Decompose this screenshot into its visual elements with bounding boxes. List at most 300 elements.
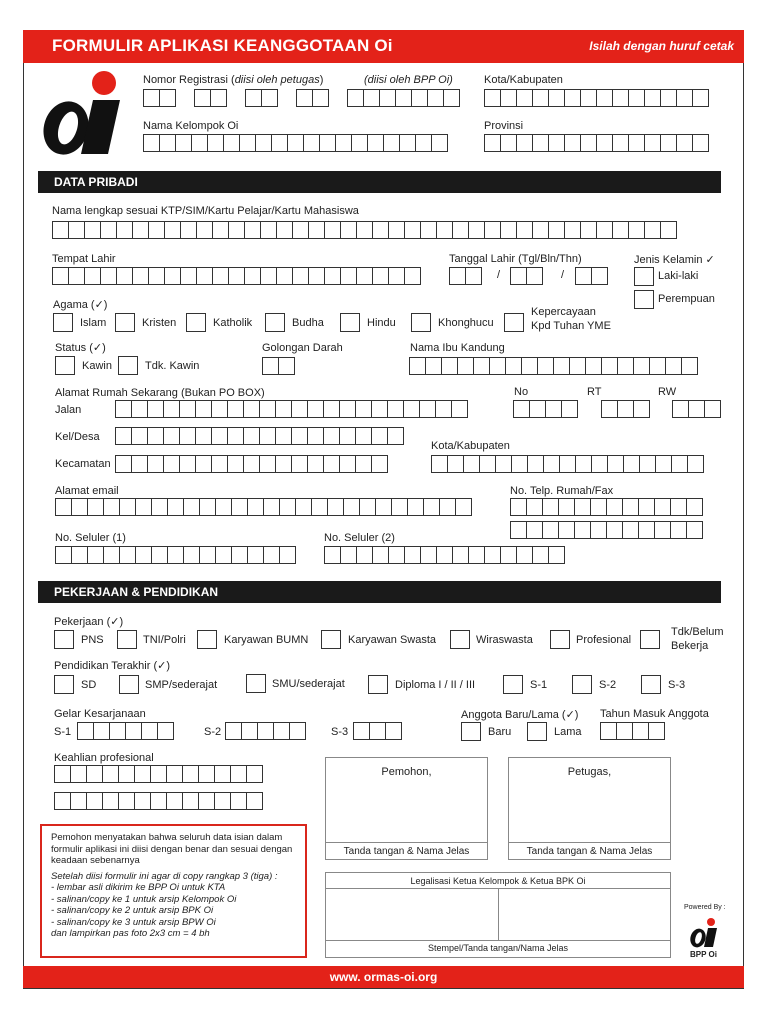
char-box[interactable] bbox=[147, 455, 164, 473]
char-box[interactable] bbox=[275, 427, 292, 445]
tahun-masuk-field[interactable] bbox=[600, 722, 664, 740]
char-box[interactable] bbox=[167, 546, 184, 564]
pendidikan-smp-checkbox[interactable] bbox=[119, 675, 139, 694]
char-box[interactable] bbox=[580, 134, 597, 152]
char-box[interactable] bbox=[388, 546, 405, 564]
char-box[interactable] bbox=[324, 221, 341, 239]
pendidikan-s1-checkbox[interactable] bbox=[503, 675, 523, 694]
pendidikan-s3-checkbox[interactable] bbox=[641, 675, 661, 694]
char-box[interactable] bbox=[147, 400, 164, 418]
anggota-lama-checkbox[interactable] bbox=[527, 722, 547, 741]
char-box[interactable] bbox=[638, 521, 655, 539]
char-box[interactable] bbox=[542, 521, 559, 539]
char-box[interactable] bbox=[148, 267, 165, 285]
char-box[interactable] bbox=[353, 722, 370, 740]
char-box[interactable] bbox=[150, 765, 167, 783]
keahlian-field-2[interactable] bbox=[54, 792, 262, 810]
char-box[interactable] bbox=[271, 134, 288, 152]
char-box[interactable] bbox=[164, 267, 181, 285]
char-box[interactable] bbox=[239, 134, 256, 152]
char-box[interactable] bbox=[179, 400, 196, 418]
char-box[interactable] bbox=[68, 221, 85, 239]
char-box[interactable] bbox=[548, 134, 565, 152]
agama-hindu-checkbox[interactable] bbox=[340, 313, 360, 332]
char-box[interactable] bbox=[443, 89, 460, 107]
char-box[interactable] bbox=[407, 498, 424, 516]
char-box[interactable] bbox=[223, 134, 240, 152]
char-box[interactable] bbox=[387, 427, 404, 445]
char-box[interactable] bbox=[135, 546, 152, 564]
char-box[interactable] bbox=[612, 89, 629, 107]
char-box[interactable] bbox=[612, 134, 629, 152]
char-box[interactable] bbox=[147, 427, 164, 445]
char-box[interactable] bbox=[686, 498, 703, 516]
char-box[interactable] bbox=[387, 400, 404, 418]
char-box[interactable] bbox=[537, 357, 554, 375]
char-box[interactable] bbox=[372, 546, 389, 564]
char-box[interactable] bbox=[639, 455, 656, 473]
char-box[interactable] bbox=[564, 89, 581, 107]
char-box[interactable] bbox=[159, 89, 176, 107]
char-box[interactable] bbox=[449, 267, 466, 285]
char-box[interactable] bbox=[125, 722, 142, 740]
char-box[interactable] bbox=[484, 546, 501, 564]
char-box[interactable] bbox=[447, 455, 464, 473]
kota-kab-field[interactable] bbox=[431, 455, 703, 473]
gelar-s2-field[interactable] bbox=[225, 722, 305, 740]
char-box[interactable] bbox=[516, 89, 533, 107]
char-box[interactable] bbox=[339, 427, 356, 445]
registrasi-group-2[interactable] bbox=[194, 89, 226, 107]
char-box[interactable] bbox=[585, 357, 602, 375]
char-box[interactable] bbox=[617, 400, 634, 418]
char-box[interactable] bbox=[385, 722, 402, 740]
char-box[interactable] bbox=[371, 400, 388, 418]
kel-desa-field[interactable] bbox=[115, 427, 403, 445]
char-box[interactable] bbox=[559, 455, 576, 473]
char-box[interactable] bbox=[356, 221, 373, 239]
char-box[interactable] bbox=[545, 400, 562, 418]
agama-budha-checkbox[interactable] bbox=[265, 313, 285, 332]
char-box[interactable] bbox=[335, 134, 352, 152]
char-box[interactable] bbox=[324, 546, 341, 564]
char-box[interactable] bbox=[180, 267, 197, 285]
pekerjaan-wiraswasta-checkbox[interactable] bbox=[450, 630, 470, 649]
char-box[interactable] bbox=[532, 546, 549, 564]
char-box[interactable] bbox=[484, 221, 501, 239]
pendidikan-diploma-checkbox[interactable] bbox=[368, 675, 388, 694]
char-box[interactable] bbox=[616, 722, 633, 740]
char-box[interactable] bbox=[194, 89, 211, 107]
char-box[interactable] bbox=[452, 546, 469, 564]
char-box[interactable] bbox=[375, 498, 392, 516]
laki-laki-checkbox[interactable] bbox=[634, 267, 654, 286]
char-box[interactable] bbox=[600, 722, 617, 740]
char-box[interactable] bbox=[263, 498, 280, 516]
registrasi-group-5[interactable] bbox=[347, 89, 459, 107]
char-box[interactable] bbox=[164, 221, 181, 239]
tempat-lahir-field[interactable] bbox=[52, 267, 420, 285]
agama-katholik-checkbox[interactable] bbox=[186, 313, 206, 332]
char-box[interactable] bbox=[526, 498, 543, 516]
char-box[interactable] bbox=[529, 400, 546, 418]
char-box[interactable] bbox=[468, 546, 485, 564]
char-box[interactable] bbox=[196, 221, 213, 239]
char-box[interactable] bbox=[500, 221, 517, 239]
char-box[interactable] bbox=[119, 498, 136, 516]
char-box[interactable] bbox=[230, 765, 247, 783]
char-box[interactable] bbox=[259, 427, 276, 445]
char-box[interactable] bbox=[622, 521, 639, 539]
char-box[interactable] bbox=[86, 792, 103, 810]
char-box[interactable] bbox=[451, 400, 468, 418]
seluler2-field[interactable] bbox=[324, 546, 564, 564]
char-box[interactable] bbox=[278, 357, 295, 375]
char-box[interactable] bbox=[452, 221, 469, 239]
char-box[interactable] bbox=[116, 221, 133, 239]
char-box[interactable] bbox=[558, 498, 575, 516]
char-box[interactable] bbox=[68, 267, 85, 285]
char-box[interactable] bbox=[484, 134, 501, 152]
char-box[interactable] bbox=[260, 267, 277, 285]
gelar-s1-field[interactable] bbox=[77, 722, 173, 740]
char-box[interactable] bbox=[654, 498, 671, 516]
char-box[interactable] bbox=[404, 546, 421, 564]
char-box[interactable] bbox=[211, 455, 228, 473]
char-box[interactable] bbox=[166, 792, 183, 810]
char-box[interactable] bbox=[395, 89, 412, 107]
char-box[interactable] bbox=[527, 455, 544, 473]
perempuan-checkbox[interactable] bbox=[634, 290, 654, 309]
char-box[interactable] bbox=[687, 455, 704, 473]
char-box[interactable] bbox=[323, 427, 340, 445]
char-box[interactable] bbox=[191, 134, 208, 152]
char-box[interactable] bbox=[307, 400, 324, 418]
char-box[interactable] bbox=[54, 792, 71, 810]
char-box[interactable] bbox=[276, 221, 293, 239]
agama-kristen-checkbox[interactable] bbox=[115, 313, 135, 332]
char-box[interactable] bbox=[526, 521, 543, 539]
char-box[interactable] bbox=[323, 455, 340, 473]
char-box[interactable] bbox=[134, 792, 151, 810]
char-box[interactable] bbox=[569, 357, 586, 375]
char-box[interactable] bbox=[141, 722, 158, 740]
char-box[interactable] bbox=[71, 546, 88, 564]
char-box[interactable] bbox=[102, 792, 119, 810]
char-box[interactable] bbox=[257, 722, 274, 740]
rw-field[interactable] bbox=[672, 400, 720, 418]
char-box[interactable] bbox=[295, 498, 312, 516]
char-box[interactable] bbox=[214, 792, 231, 810]
char-box[interactable] bbox=[654, 521, 671, 539]
registrasi-group-1[interactable] bbox=[143, 89, 175, 107]
char-box[interactable] bbox=[183, 498, 200, 516]
char-box[interactable] bbox=[649, 357, 666, 375]
char-box[interactable] bbox=[436, 221, 453, 239]
char-box[interactable] bbox=[686, 521, 703, 539]
char-box[interactable] bbox=[681, 357, 698, 375]
char-box[interactable] bbox=[633, 357, 650, 375]
char-box[interactable] bbox=[590, 521, 607, 539]
char-box[interactable] bbox=[243, 455, 260, 473]
char-box[interactable] bbox=[103, 498, 120, 516]
char-box[interactable] bbox=[632, 722, 649, 740]
char-box[interactable] bbox=[660, 134, 677, 152]
keahlian-field-1[interactable] bbox=[54, 765, 262, 783]
char-box[interactable] bbox=[628, 134, 645, 152]
char-box[interactable] bbox=[163, 400, 180, 418]
char-box[interactable] bbox=[596, 221, 613, 239]
char-box[interactable] bbox=[638, 498, 655, 516]
char-box[interactable] bbox=[580, 89, 597, 107]
pendidikan-sd-checkbox[interactable] bbox=[54, 675, 74, 694]
char-box[interactable] bbox=[292, 221, 309, 239]
char-box[interactable] bbox=[660, 221, 677, 239]
char-box[interactable] bbox=[644, 134, 661, 152]
pekerjaan-bumn-checkbox[interactable] bbox=[197, 630, 217, 649]
char-box[interactable] bbox=[692, 89, 709, 107]
char-box[interactable] bbox=[660, 89, 677, 107]
char-box[interactable] bbox=[71, 498, 88, 516]
char-box[interactable] bbox=[628, 221, 645, 239]
char-box[interactable] bbox=[231, 546, 248, 564]
char-box[interactable] bbox=[179, 427, 196, 445]
char-box[interactable] bbox=[132, 267, 149, 285]
pekerjaan-swasta-checkbox[interactable] bbox=[321, 630, 341, 649]
agama-kepercayaan-checkbox[interactable] bbox=[504, 313, 524, 332]
char-box[interactable] bbox=[307, 455, 324, 473]
char-box[interactable] bbox=[131, 427, 148, 445]
char-box[interactable] bbox=[215, 546, 232, 564]
char-box[interactable] bbox=[319, 134, 336, 152]
char-box[interactable] bbox=[148, 221, 165, 239]
char-box[interactable] bbox=[215, 498, 232, 516]
seluler1-field[interactable] bbox=[55, 546, 295, 564]
char-box[interactable] bbox=[359, 498, 376, 516]
char-box[interactable] bbox=[425, 357, 442, 375]
char-box[interactable] bbox=[228, 221, 245, 239]
char-box[interactable] bbox=[52, 221, 69, 239]
char-box[interactable] bbox=[179, 455, 196, 473]
char-box[interactable] bbox=[102, 765, 119, 783]
status-kawin-checkbox[interactable] bbox=[55, 356, 75, 375]
char-box[interactable] bbox=[564, 221, 581, 239]
jalan-field[interactable] bbox=[115, 400, 467, 418]
char-box[interactable] bbox=[159, 134, 176, 152]
char-box[interactable] bbox=[665, 357, 682, 375]
char-box[interactable] bbox=[500, 546, 517, 564]
char-box[interactable] bbox=[196, 267, 213, 285]
char-box[interactable] bbox=[596, 134, 613, 152]
char-box[interactable] bbox=[436, 546, 453, 564]
char-box[interactable] bbox=[558, 521, 575, 539]
char-box[interactable] bbox=[100, 267, 117, 285]
char-box[interactable] bbox=[180, 221, 197, 239]
char-box[interactable] bbox=[532, 221, 549, 239]
char-box[interactable] bbox=[157, 722, 174, 740]
char-box[interactable] bbox=[575, 455, 592, 473]
char-box[interactable] bbox=[227, 400, 244, 418]
char-box[interactable] bbox=[367, 134, 384, 152]
char-box[interactable] bbox=[151, 546, 168, 564]
gelar-s3-field[interactable] bbox=[353, 722, 401, 740]
char-box[interactable] bbox=[423, 498, 440, 516]
char-box[interactable] bbox=[327, 498, 344, 516]
char-box[interactable] bbox=[55, 546, 72, 564]
char-box[interactable] bbox=[561, 400, 578, 418]
char-box[interactable] bbox=[580, 221, 597, 239]
char-box[interactable] bbox=[84, 221, 101, 239]
registrasi-group-3[interactable] bbox=[245, 89, 277, 107]
char-box[interactable] bbox=[548, 546, 565, 564]
char-box[interactable] bbox=[388, 267, 405, 285]
char-box[interactable] bbox=[606, 498, 623, 516]
char-box[interactable] bbox=[273, 722, 290, 740]
char-box[interactable] bbox=[623, 455, 640, 473]
char-box[interactable] bbox=[591, 267, 608, 285]
char-box[interactable] bbox=[118, 765, 135, 783]
char-box[interactable] bbox=[199, 546, 216, 564]
char-box[interactable] bbox=[521, 357, 538, 375]
char-box[interactable] bbox=[296, 89, 313, 107]
char-box[interactable] bbox=[151, 498, 168, 516]
char-box[interactable] bbox=[275, 400, 292, 418]
tanggal-lahir-bln[interactable] bbox=[510, 267, 542, 285]
char-box[interactable] bbox=[431, 134, 448, 152]
char-box[interactable] bbox=[356, 546, 373, 564]
char-box[interactable] bbox=[553, 357, 570, 375]
char-box[interactable] bbox=[457, 357, 474, 375]
char-box[interactable] bbox=[100, 221, 117, 239]
char-box[interactable] bbox=[55, 498, 72, 516]
char-box[interactable] bbox=[276, 267, 293, 285]
char-box[interactable] bbox=[135, 498, 152, 516]
char-box[interactable] bbox=[510, 498, 527, 516]
char-box[interactable] bbox=[52, 267, 69, 285]
char-box[interactable] bbox=[77, 722, 94, 740]
char-box[interactable] bbox=[672, 400, 689, 418]
char-box[interactable] bbox=[212, 267, 229, 285]
char-box[interactable] bbox=[351, 134, 368, 152]
char-box[interactable] bbox=[311, 498, 328, 516]
char-box[interactable] bbox=[388, 221, 405, 239]
kota-field[interactable] bbox=[484, 89, 708, 107]
char-box[interactable] bbox=[628, 89, 645, 107]
char-box[interactable] bbox=[183, 546, 200, 564]
agama-khonghucu-checkbox[interactable] bbox=[411, 313, 431, 332]
char-box[interactable] bbox=[303, 134, 320, 152]
char-box[interactable] bbox=[228, 267, 245, 285]
char-box[interactable] bbox=[231, 498, 248, 516]
char-box[interactable] bbox=[500, 134, 517, 152]
char-box[interactable] bbox=[262, 357, 279, 375]
char-box[interactable] bbox=[246, 765, 263, 783]
char-box[interactable] bbox=[247, 546, 264, 564]
golongan-darah-field[interactable] bbox=[262, 357, 294, 375]
char-box[interactable] bbox=[372, 267, 389, 285]
char-box[interactable] bbox=[279, 546, 296, 564]
char-box[interactable] bbox=[575, 267, 592, 285]
char-box[interactable] bbox=[340, 267, 357, 285]
char-box[interactable] bbox=[54, 765, 71, 783]
char-box[interactable] bbox=[182, 765, 199, 783]
char-box[interactable] bbox=[564, 134, 581, 152]
char-box[interactable] bbox=[259, 400, 276, 418]
char-box[interactable] bbox=[131, 400, 148, 418]
char-box[interactable] bbox=[198, 765, 215, 783]
char-box[interactable] bbox=[439, 498, 456, 516]
char-box[interactable] bbox=[70, 792, 87, 810]
char-box[interactable] bbox=[143, 89, 160, 107]
char-box[interactable] bbox=[676, 89, 693, 107]
char-box[interactable] bbox=[103, 546, 120, 564]
char-box[interactable] bbox=[227, 427, 244, 445]
char-box[interactable] bbox=[244, 267, 261, 285]
provinsi-field[interactable] bbox=[484, 134, 708, 152]
char-box[interactable] bbox=[670, 521, 687, 539]
char-box[interactable] bbox=[93, 722, 110, 740]
email-field[interactable] bbox=[55, 498, 471, 516]
char-box[interactable] bbox=[199, 498, 216, 516]
char-box[interactable] bbox=[308, 267, 325, 285]
char-box[interactable] bbox=[383, 134, 400, 152]
char-box[interactable] bbox=[633, 400, 650, 418]
char-box[interactable] bbox=[87, 498, 104, 516]
char-box[interactable] bbox=[134, 765, 151, 783]
char-box[interactable] bbox=[279, 498, 296, 516]
telp-field-1[interactable] bbox=[510, 498, 702, 516]
char-box[interactable] bbox=[225, 722, 242, 740]
char-box[interactable] bbox=[655, 455, 672, 473]
char-box[interactable] bbox=[465, 267, 482, 285]
pekerjaan-tdk-bekerja-checkbox[interactable] bbox=[640, 630, 660, 649]
char-box[interactable] bbox=[532, 134, 549, 152]
char-box[interactable] bbox=[516, 134, 533, 152]
char-box[interactable] bbox=[211, 427, 228, 445]
char-box[interactable] bbox=[212, 221, 229, 239]
char-box[interactable] bbox=[644, 89, 661, 107]
char-box[interactable] bbox=[287, 134, 304, 152]
char-box[interactable] bbox=[195, 455, 212, 473]
char-box[interactable] bbox=[289, 722, 306, 740]
char-box[interactable] bbox=[479, 455, 496, 473]
char-box[interactable] bbox=[596, 89, 613, 107]
char-box[interactable] bbox=[431, 455, 448, 473]
char-box[interactable] bbox=[355, 455, 372, 473]
char-box[interactable] bbox=[207, 134, 224, 152]
char-box[interactable] bbox=[109, 722, 126, 740]
char-box[interactable] bbox=[409, 357, 426, 375]
char-box[interactable] bbox=[175, 134, 192, 152]
nama-ibu-field[interactable] bbox=[409, 357, 697, 375]
char-box[interactable] bbox=[676, 134, 693, 152]
char-box[interactable] bbox=[244, 221, 261, 239]
char-box[interactable] bbox=[644, 221, 661, 239]
char-box[interactable] bbox=[543, 455, 560, 473]
char-box[interactable] bbox=[340, 546, 357, 564]
char-box[interactable] bbox=[243, 400, 260, 418]
char-box[interactable] bbox=[427, 89, 444, 107]
char-box[interactable] bbox=[198, 792, 215, 810]
char-box[interactable] bbox=[612, 221, 629, 239]
nama-kelompok-field[interactable] bbox=[143, 134, 447, 152]
char-box[interactable] bbox=[167, 498, 184, 516]
anggota-baru-checkbox[interactable] bbox=[461, 722, 481, 741]
char-box[interactable] bbox=[548, 221, 565, 239]
char-box[interactable] bbox=[372, 221, 389, 239]
char-box[interactable] bbox=[511, 455, 528, 473]
char-box[interactable] bbox=[241, 722, 258, 740]
